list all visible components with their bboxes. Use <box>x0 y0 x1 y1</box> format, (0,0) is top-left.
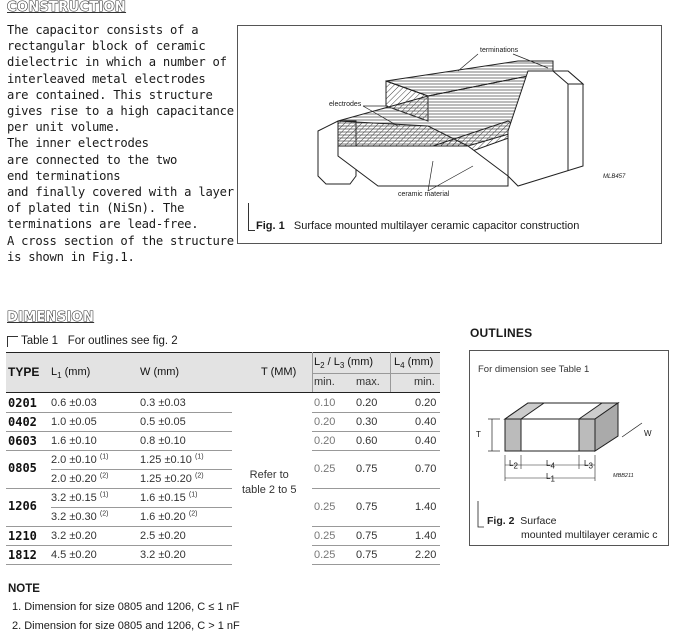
row-rule <box>312 412 440 413</box>
note-item-1: 1. Dimension for size 0805 and 1206, C ≤ 1 nF <box>12 601 240 613</box>
w-cell: 0.8 ±0.10 <box>140 435 186 447</box>
row-rule <box>6 545 232 546</box>
l4-min-cell: 0.20 <box>415 397 437 409</box>
l1-cell: 1.6 ±0.10 <box>51 435 97 447</box>
note-item-2: 2. Dimension for size 0805 and 1206, C > 1 nF <box>12 620 240 632</box>
l23-min-cell: 0.25 <box>314 463 336 475</box>
text-line: is shown in Fig.1. <box>7 249 135 264</box>
text-line: of plated tin (NiSn). The <box>7 201 185 216</box>
label-l3: $L_3$ <box>584 459 593 471</box>
text-line: rectangular block of ceramic <box>7 39 206 54</box>
figure-1-caption-text: Surface mounted multilayer ceramic capacitor construction <box>293 220 580 232</box>
type-cell: 0402 <box>8 415 37 429</box>
paragraph-1 <box>7 22 234 135</box>
l23-max-cell: 0.30 <box>356 416 378 428</box>
text-line: per unit volume. <box>7 120 121 135</box>
l23-min-cell: 0.25 <box>314 549 336 561</box>
type-cell: 1206 <box>8 499 37 513</box>
row-rule <box>312 526 440 527</box>
l4-min-cell: 1.40 <box>415 501 437 513</box>
header-l23-min: min. <box>314 376 335 388</box>
l4-min-cell: 0.70 <box>415 463 437 475</box>
header-type: TYPE <box>8 365 40 379</box>
text-line: are connected to the two <box>7 152 178 167</box>
type-cell: 0603 <box>8 434 37 448</box>
l23-max-cell: 0.75 <box>356 463 378 475</box>
l23-max-cell: 0.20 <box>356 397 378 409</box>
header-t: T (MM) <box>261 366 297 378</box>
w-cell: 1.6 ±0.20 $^{(2)}$ <box>140 510 198 523</box>
label-l2: $L_2$ <box>509 459 518 471</box>
figure-1-caption <box>248 203 628 233</box>
note-heading: NOTE <box>8 583 40 595</box>
header-divider <box>312 352 313 392</box>
header-l4: $L_4$ (mm) <box>394 356 434 371</box>
caption-bracket <box>7 336 18 347</box>
l4-min-cell: 1.40 <box>415 530 437 542</box>
type-cell: 1210 <box>8 529 37 543</box>
header-bottom-rule <box>6 392 440 393</box>
row-rule <box>6 564 232 565</box>
caption-bracket <box>248 203 255 231</box>
text-line: and finally covered with a layer <box>7 185 234 200</box>
row-rule <box>6 488 232 489</box>
l4-min-cell: 0.40 <box>415 416 437 428</box>
figure-1-code: MLB457 <box>603 174 626 180</box>
table-1-caption-text: For outlines see fig. 2 <box>67 335 178 347</box>
figure-2-caption: Fig. 2 Surface mounted multilayer ceramic c <box>487 515 658 541</box>
l1-cell: 3.2 ±0.30 $^{(2)}$ <box>51 510 109 523</box>
text-line: end terminations <box>7 168 121 183</box>
header-l2-l3: $L_2 / L_3$ (mm) <box>314 356 374 371</box>
text-line: A cross section of the structure <box>7 233 234 248</box>
text-line: interleaved metal electrodes <box>7 71 206 86</box>
w-cell: 3.2 ±0.20 <box>140 549 186 561</box>
label-l1: $L_1$ <box>546 472 555 484</box>
construction-heading: CONSTRUCTION <box>7 0 127 15</box>
row-rule <box>312 545 440 546</box>
text-line: The capacitor consists of a <box>7 23 199 37</box>
t-note: Refer to table 2 to 5 <box>242 469 297 496</box>
row-rule <box>312 431 440 432</box>
label-w: W <box>644 429 652 438</box>
text-line: dielectric in which a number of <box>7 55 227 70</box>
l23-max-cell: 0.75 <box>356 501 378 513</box>
figure-2-frame <box>469 350 669 546</box>
l4-min-cell: 0.40 <box>415 435 437 447</box>
header-l1: $L_1$ (mm) <box>51 366 91 381</box>
type-cell: 0201 <box>8 396 37 410</box>
l4-min-cell: 2.20 <box>415 549 437 561</box>
text-line: The inner electrodes <box>7 136 149 151</box>
label-t: T <box>476 430 481 439</box>
type-cell: 1812 <box>8 548 37 562</box>
header-sub-rule <box>312 373 440 374</box>
label-l4: $L_4$ <box>546 459 555 471</box>
l1-cell: 4.5 ±0.20 <box>51 549 97 561</box>
label-terminations: terminations <box>480 47 519 54</box>
figure-2-number: Fig. 2 <box>487 515 515 527</box>
outlines-heading: OUTLINES <box>470 326 533 340</box>
row-rule <box>312 450 440 451</box>
header-divider <box>390 352 391 392</box>
row-rule <box>312 564 440 565</box>
l23-min-cell: 0.25 <box>314 501 336 513</box>
l23-min-cell: 0.10 <box>314 397 336 409</box>
row-rule <box>6 526 232 527</box>
figure-2-code: MBB211 <box>613 473 634 479</box>
l23-min-cell: 0.20 <box>314 416 336 428</box>
l23-max-cell: 0.75 <box>356 549 378 561</box>
l1-cell: 0.6 ±0.03 <box>51 397 97 409</box>
figure-1-number: Fig. 1 <box>256 220 285 232</box>
l23-max-cell: 0.60 <box>356 435 378 447</box>
l1-cell: 3.2 ±0.15 $^{(1)}$ <box>51 491 109 504</box>
text-line: gives rise to a high capacitance <box>7 104 234 119</box>
l23-min-cell: 0.20 <box>314 435 336 447</box>
w-cell: 0.5 ±0.05 <box>140 416 186 428</box>
l23-min-cell: 0.25 <box>314 530 336 542</box>
l1-cell: 2.0 ±0.20 $^{(2)}$ <box>51 472 109 485</box>
w-cell: 0.3 ±0.03 <box>140 397 186 409</box>
w-cell: 1.25 ±0.10 $^{(1)}$ <box>140 453 204 466</box>
row-rule <box>312 488 440 489</box>
type-cell: 0805 <box>8 461 37 475</box>
row-subrule <box>51 469 232 470</box>
header-top-rule <box>6 352 440 353</box>
l1-cell: 2.0 ±0.10 $^{(1)}$ <box>51 453 109 466</box>
header-l4-min: min. <box>414 376 435 388</box>
table-1-number: Table 1 <box>21 335 59 347</box>
label-ceramic-material: ceramic material <box>398 191 450 198</box>
w-cell: 1.6 ±0.15 $^{(1)}$ <box>140 491 198 504</box>
text-line: terminations are lead-free. <box>7 217 199 232</box>
row-rule <box>6 450 232 451</box>
text-line: are contained. This structure <box>7 87 213 102</box>
row-rule <box>6 412 232 413</box>
l1-cell: 3.2 ±0.20 <box>51 530 97 542</box>
l23-max-cell: 0.75 <box>356 530 378 542</box>
outlines-note: For dimension see Table 1 <box>478 364 590 375</box>
dimension-heading: DIMENSION <box>7 310 95 325</box>
header-l23-max: max. <box>356 376 380 388</box>
construction-description <box>7 22 234 265</box>
w-cell: 2.5 ±0.20 <box>140 530 186 542</box>
header-w: W (mm) <box>140 366 180 378</box>
row-subrule <box>51 507 232 508</box>
l1-cell: 1.0 ±0.05 <box>51 416 97 428</box>
w-cell: 1.25 ±0.20 $^{(2)}$ <box>140 472 204 485</box>
paragraph-2 <box>7 135 234 265</box>
label-electrodes: electrodes <box>329 101 362 108</box>
row-rule <box>6 431 232 432</box>
